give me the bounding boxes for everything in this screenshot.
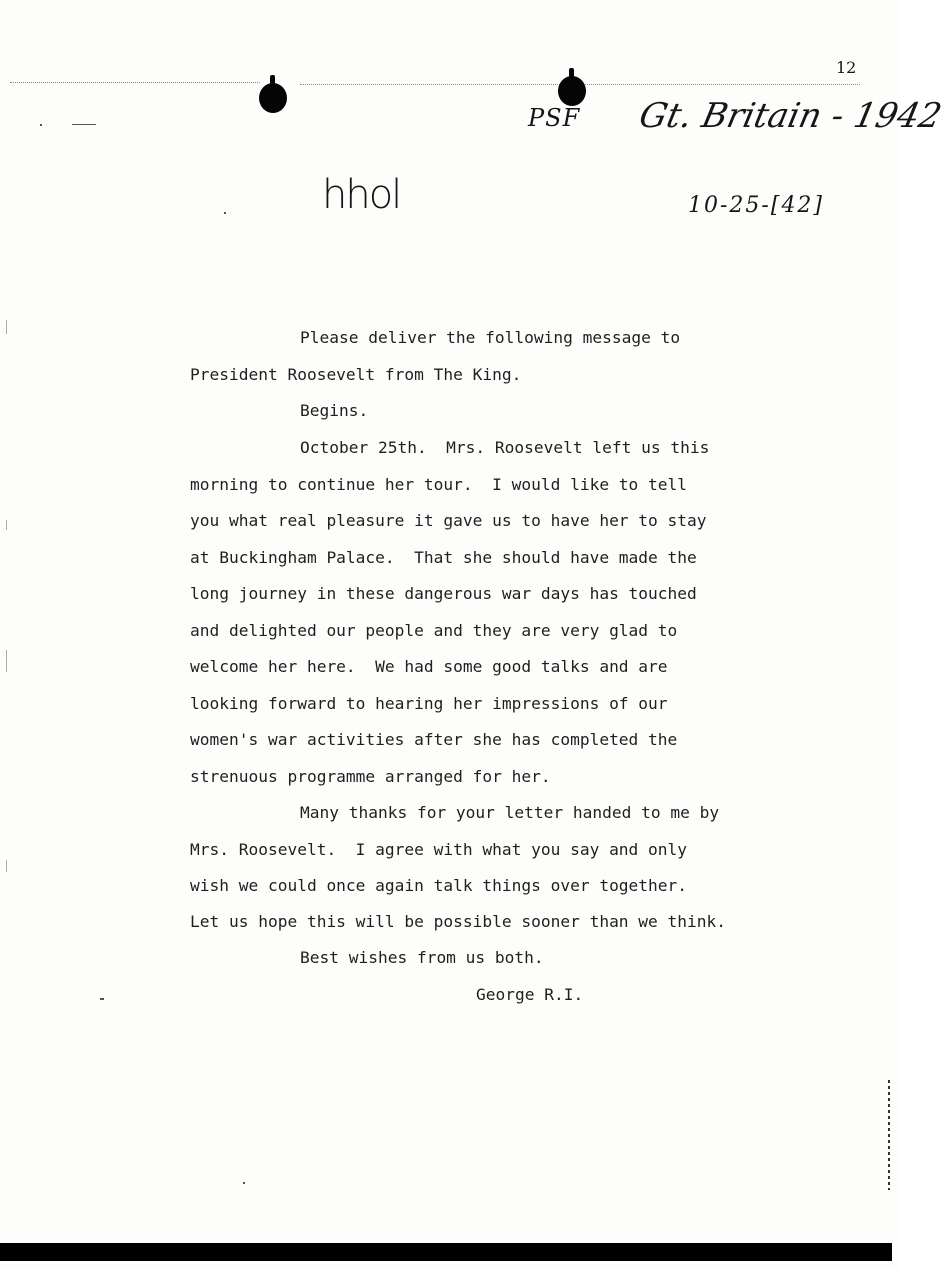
scan-edge (888, 1080, 890, 1190)
letter-line: Mrs. Roosevelt. I agree with what you say and only (190, 840, 688, 859)
letter-line: morning to continue her tour. I would like to tell (190, 475, 688, 494)
margin-mark (6, 520, 7, 530)
speck (243, 1182, 245, 1184)
letter-line: Please deliver the following message to (300, 328, 681, 347)
margin-mark (6, 320, 7, 334)
letter-line: October 25th. Mrs. Roosevelt left us this (300, 438, 710, 457)
letter-line: at Buckingham Palace. That she should have made the (190, 548, 697, 567)
punch-hole (558, 76, 586, 106)
letter-line: women's war activities after she has completed the (190, 730, 678, 749)
letter-line: Best wishes from us both. (300, 948, 544, 967)
psf-note: PSF (528, 104, 581, 132)
signature: George R.I. (476, 985, 584, 1004)
speck (72, 124, 96, 125)
letter-line: Begins. (300, 401, 369, 420)
punch-hole (259, 83, 287, 113)
letter-line: wish we could once again talk things over together. (190, 876, 688, 895)
letter-line: Let us hope this will be possible sooner than we think. (190, 912, 727, 931)
scan-border-bar (0, 1243, 892, 1261)
speck (224, 212, 226, 214)
letter-line: you what real pleasure it gave us to have her to stay (190, 511, 707, 530)
document-number: hhol (322, 172, 401, 218)
letter-line: strenuous programme arranged for her. (190, 767, 551, 786)
scan-artifact-line (10, 82, 260, 83)
speck (100, 998, 104, 1000)
letter-line: welcome her here. We had some good talks and are (190, 657, 668, 676)
date-note: 10-25-[42] (688, 193, 825, 218)
corner-mark: 12 (836, 58, 857, 77)
margin-mark (6, 650, 7, 672)
letter-line: President Roosevelt from The King. (190, 365, 522, 384)
speck (40, 124, 42, 126)
margin-mark (6, 860, 7, 872)
letter-line: long journey in these dangerous war days has touched (190, 584, 697, 603)
letter-line: looking forward to hearing her impressions of our (190, 694, 668, 713)
letter-line: and delighted our people and they are very glad to (190, 621, 678, 640)
letter-line: Many thanks for your letter handed to me by (300, 803, 720, 822)
file-label-note: Gt. Britain - 1942 (635, 96, 945, 136)
